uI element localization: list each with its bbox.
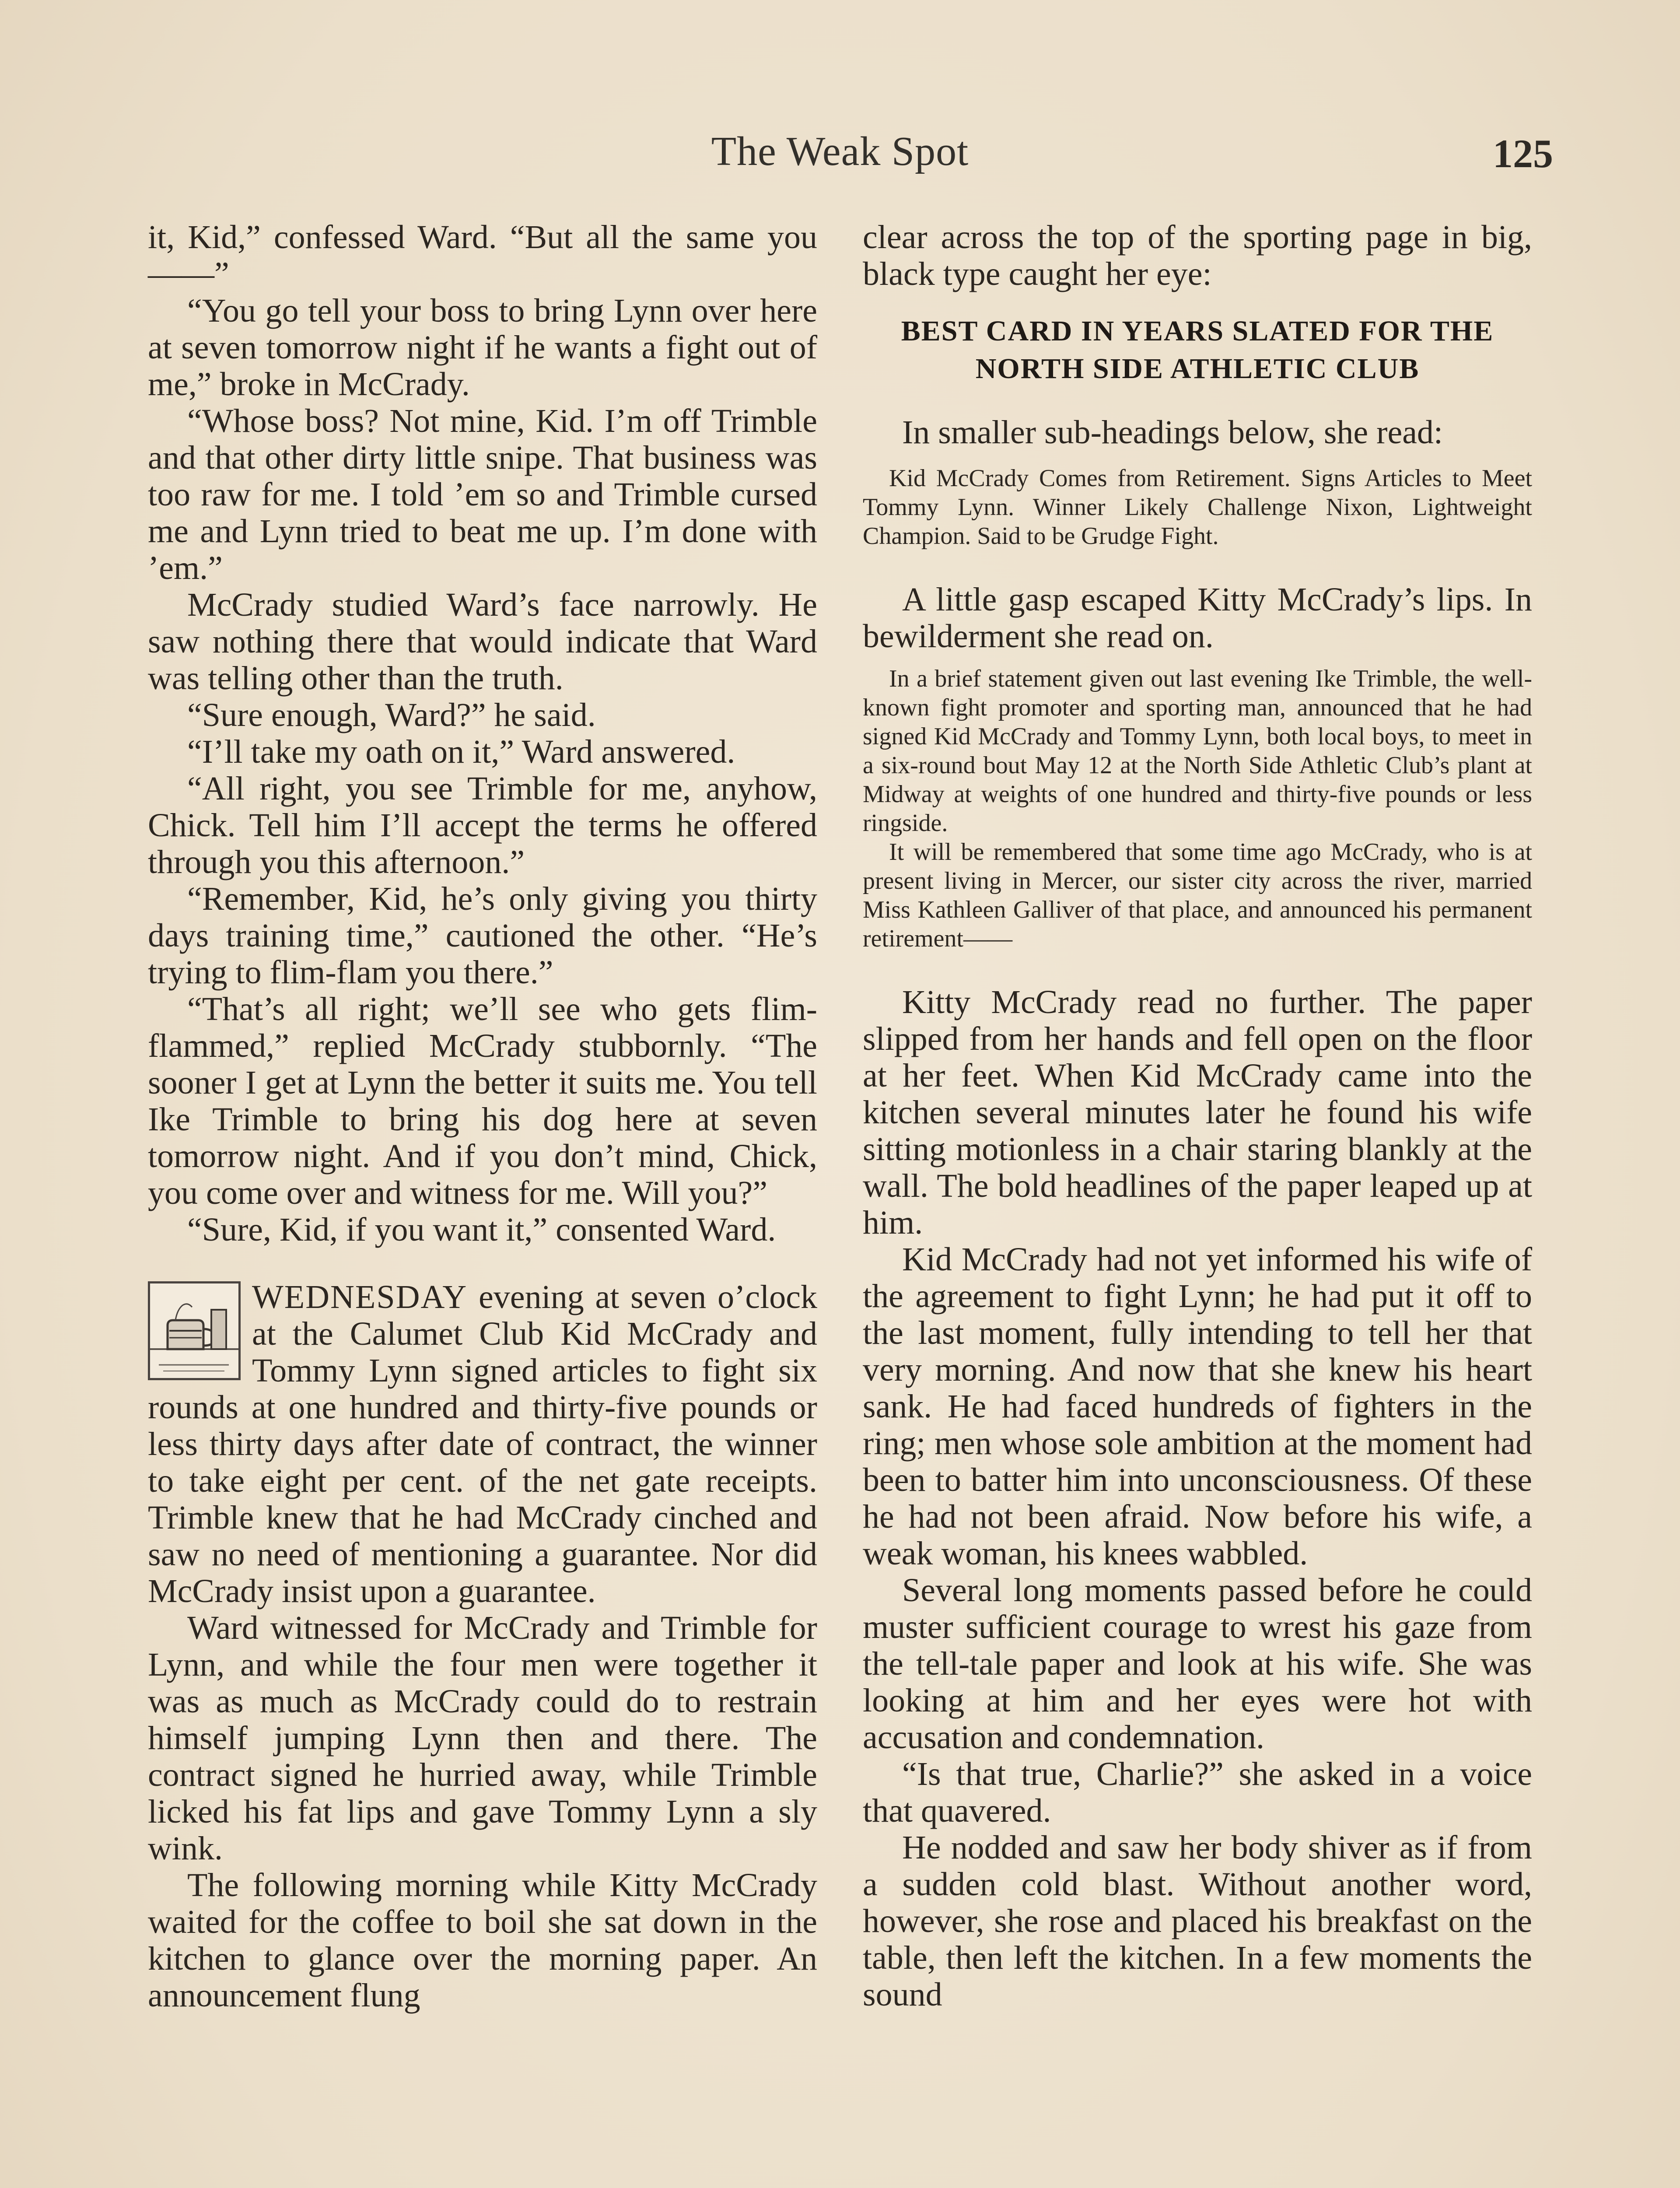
section-opening-paragraph [148, 1279, 817, 1609]
paragraph: “All right, you see Trimble for me, anyhow, Chick. Tell him I’ll accept the terms he offered through you this afternoon.” [148, 770, 817, 880]
paragraph: “Is that true, Charlie?” she asked in a voice that quavered. [863, 1756, 1532, 1829]
newspaper-subheadings: Kid McCrady Comes from Retirement. Signs Articles to Meet Tommy Lynn. Winner Likely Challenge Nixon, Lightweight Champion. Said to be Grudge Fight. [863, 465, 1532, 550]
paragraph: “Whose boss? Not mine, Kid. I’m off Trimble and that other dirty little snipe. That business was too raw for me. I told ’em so and Trimble cursed me and Lynn tried to beat me up. I’m done with ’em.” [148, 403, 817, 586]
paragraph: McCrady studied Ward’s face narrowly. He saw nothing there that would indicate that Ward was telling other than the truth. [148, 586, 817, 697]
paragraph: “Sure, Kid, if you want it,” consented Ward. [187, 1211, 776, 1248]
newspaper-article: In a brief statement given out last evening Ike Trimble, the well-known fight promoter and sporting man, announced that he had signed Kid McCrady and Tommy Lynn, both local boys, to meet in a six-round bout May 12 at the North Side Athletic Club’s plant at Midway at weights of one hundred and thirty-five pounds or less ringside. [863, 665, 1532, 837]
newspaper-headline: BEST CARD IN YEARS SLATED FOR THE NORTH SIDE ATHLETIC CLUB [901, 315, 1494, 385]
section-break [148, 1248, 817, 1279]
page-number: 125 [1493, 131, 1553, 176]
paragraph: “Remember, Kid, he’s only giving you thirty days training time,” cautioned the other. “He’s trying to flim-flam you there.” [148, 880, 817, 991]
paragraph: it, Kid,” confessed Ward. “But all the same you——” [148, 219, 817, 292]
paragraph: A little gasp escaped Kitty McCrady’s lips. In bewilderment she read on. [863, 581, 1532, 655]
paragraph: He nodded and saw her body shiver as if from a sudden cold blast. Without another word, however, she rose and placed his breakfast on the table, then left the kitchen. In a few moments the sound [863, 1829, 1532, 2013]
paragraph-text: evening at seven o’clock at the Calumet Club Kid McCrady and Tommy Lynn signed articles to fight six rounds at one hundred and thirty-five pounds or less thirty days after date of contract, the winner to take eight per cent. of the net gate receipts. Trimble knew that he had McCrady cinched and saw no need of mentioning a guarantee. Nor did McCrady insist upon a guarantee. [148, 1279, 817, 1609]
paragraph: “You go tell your boss to bring Lynn over here at seven tomorrow night if he wants a fight out of me,” broke in McCrady. [148, 292, 817, 403]
kitchen-vignette-icon [148, 1281, 241, 1380]
right-column [863, 219, 1532, 2013]
paragraph: “I’ll take my oath on it,” Ward answered. [187, 733, 735, 770]
paragraph: “That’s all right; we’ll see who gets flim-flammed,” replied McCrady stubbornly. “The sooner I get at Lynn the better it suits me. You tell Ike Trimble to bring his dog here at seven tomorrow night. And if you don’t mind, Chick, you come over and witness for me. Will you?” [148, 991, 817, 1211]
section-lead-word: WEDNESDAY [252, 1279, 468, 1315]
paragraph: Kitty McCrady read no further. The paper slipped from her hands and fell open on the floor at her feet. When Kid McCrady came into the kitchen several minutes later he found his wife sitting motionless in a chair staring blankly at the wall. The bold headlines of the paper leaped up at him. [863, 984, 1532, 1241]
paragraph: Kid McCrady had not yet informed his wife of the agreement to fight Lynn; he had put it off to the last moment, fully intending to tell her that very morning. And now that she knew his heart sank. He had faced hundreds of fighters in the ring; men whose sole ambition at the moment had been to batter him into unconsciousness. Of these he had not been afraid. Now before his wife, a weak woman, his knees wabbled. [863, 1241, 1532, 1572]
paragraph: Ward witnessed for McCrady and Trimble for Lynn, and while the four men were together it was as much as McCrady could do to restrain himself jumping Lynn then and there. The contract signed he hurried away, while Trimble licked his fat lips and gave Tommy Lynn a sly wink. [148, 1609, 817, 1867]
paragraph: “Sure enough, Ward?” he said. [187, 697, 596, 733]
paragraph: Several long moments passed before he could muster sufficient courage to wrest his gaze from the tell-tale paper and look at his wife. She was looking at him and her eyes were hot with accusation and condemnation. [863, 1572, 1532, 1756]
paragraph: The following morning while Kitty McCrady waited for the coffee to boil she sat down in the kitchen to glance over the morning paper. An announcement flung [148, 1867, 817, 2014]
newspaper-article: It will be remembered that some time ago McCrady, who is at present living in Mercer, our sister city across the river, married Miss Kathleen Galliver of that place, and announced his permanent retirement—— [863, 838, 1532, 952]
left-column [148, 219, 817, 2014]
paragraph: clear across the top of the sporting page in big, black type caught her eye: [863, 219, 1532, 292]
running-title: The Weak Spot [711, 129, 969, 174]
paragraph: In smaller sub-headings below, she read: [902, 414, 1443, 451]
